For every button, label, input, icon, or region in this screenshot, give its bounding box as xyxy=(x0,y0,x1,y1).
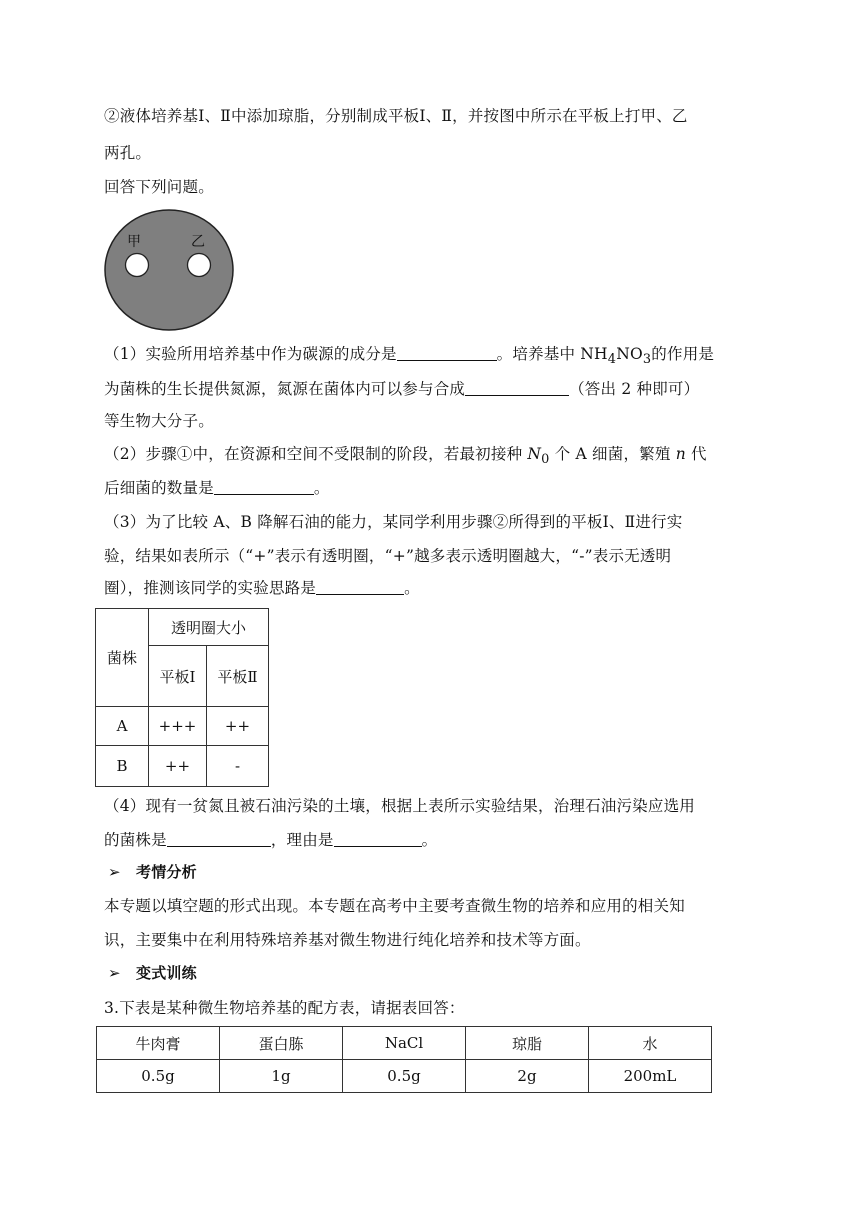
answer-blank xyxy=(397,346,497,361)
intro-line-3: 回答下列问题。 xyxy=(104,178,214,196)
header-plate-1: 平板Ⅰ xyxy=(149,646,207,707)
header-agar: 琼脂 xyxy=(466,1027,589,1060)
table-row xyxy=(96,707,269,746)
value-water: 200mL xyxy=(589,1060,712,1093)
answer-blank xyxy=(316,580,404,595)
q3-line-3: 圈），推测该同学的实验思路是 。 xyxy=(104,579,420,597)
value-agar: 2g xyxy=(466,1060,589,1093)
label-right-hole: 乙 xyxy=(191,234,205,250)
label-left-hole: 甲 xyxy=(127,234,141,250)
q2-line-2: 后细菌的数量是 。 xyxy=(104,479,330,497)
value-peptone: 1g xyxy=(220,1060,343,1093)
header-beef-extract: 牛肉膏 xyxy=(97,1027,220,1060)
analysis-line-1: 本专题以填空题的形式出现。本专题在高考中主要考查微生物的培养和应用的相关知 xyxy=(104,897,685,915)
table-row xyxy=(97,1060,712,1093)
intro-line-2: 两孔。 xyxy=(104,144,152,162)
q4-line-2: 的菌株是 ，理由是 。 xyxy=(104,831,438,849)
header-strain: 菌株 xyxy=(96,609,149,707)
cell-plate-2: - xyxy=(207,746,269,787)
section-analysis-title: ➢ 考情分析 xyxy=(108,863,197,881)
header-peptone: 蛋白胨 xyxy=(220,1027,343,1060)
cell-strain: A xyxy=(96,707,149,746)
cell-plate-1: ++ xyxy=(149,746,207,787)
q1-line-1: （1）实验所用培养基中作为碳源的成分是 。培养基中 $NH_4NO_3$的作用是 xyxy=(104,345,715,368)
petri-dish-figure xyxy=(103,208,237,334)
arrow-bullet-icon: ➢ xyxy=(108,964,121,982)
header-water: 水 xyxy=(589,1027,712,1060)
arrow-bullet-icon: ➢ xyxy=(108,863,121,881)
answer-blank xyxy=(167,832,271,847)
table-header-row xyxy=(97,1027,712,1060)
cell-plate-1: +++ xyxy=(149,707,207,746)
answer-blank xyxy=(465,381,569,396)
medium-formula-table xyxy=(96,1026,712,1093)
clear-zone-table xyxy=(95,608,269,787)
header-plate-2: 平板Ⅱ xyxy=(207,646,269,707)
table-row xyxy=(96,746,269,787)
hole-right xyxy=(188,254,211,277)
answer-blank xyxy=(214,480,314,495)
q1-line-2: 为菌株的生长提供氮源，氮源在菌体内可以参与合成 （答出 2 种即可） xyxy=(104,380,700,398)
q2-line-1: （2）步骤①中，在资源和空间不受限制的阶段，若最初接种 $N_0$ 个 A 细菌，繁殖 n 代 xyxy=(104,445,707,468)
analysis-line-2: 识，主要集中在利用特殊培养基对微生物进行纯化培养和技术等方面。 xyxy=(104,931,591,949)
cell-strain: B xyxy=(96,746,149,787)
cell-plate-2: ++ xyxy=(207,707,269,746)
q4-line-1: （4）现有一贫氮且被石油污染的土壤，根据上表所示实验结果，治理石油污染应选用 xyxy=(104,797,695,815)
q3-line-2: 验，结果如表所示（“+”表示有透明圈，“+”越多表示透明圈越大，“-”表示无透明 xyxy=(104,547,672,565)
value-beef-extract: 0.5g xyxy=(97,1060,220,1093)
q1-line-3: 等生物大分子。 xyxy=(104,412,214,430)
question-3-title: 3.下表是某种微生物培养基的配方表，请据表回答： xyxy=(104,999,465,1017)
section-training-title: ➢ 变式训练 xyxy=(108,964,197,982)
q3-line-1: （3）为了比较 A、B 降解石油的能力，某同学利用步骤②所得到的平板Ⅰ、Ⅱ进行实 xyxy=(104,513,683,531)
value-nacl: 0.5g xyxy=(343,1060,466,1093)
header-nacl: NaCl xyxy=(343,1027,466,1060)
answer-blank xyxy=(334,832,422,847)
intro-line-1: ②液体培养基Ⅰ、Ⅱ中添加琼脂，分别制成平板Ⅰ、Ⅱ，并按图中所示在平板上打甲、乙 xyxy=(104,107,688,125)
hole-left xyxy=(126,254,149,277)
header-clear-zone: 透明圈大小 xyxy=(149,609,269,646)
plate-circle xyxy=(105,210,233,330)
